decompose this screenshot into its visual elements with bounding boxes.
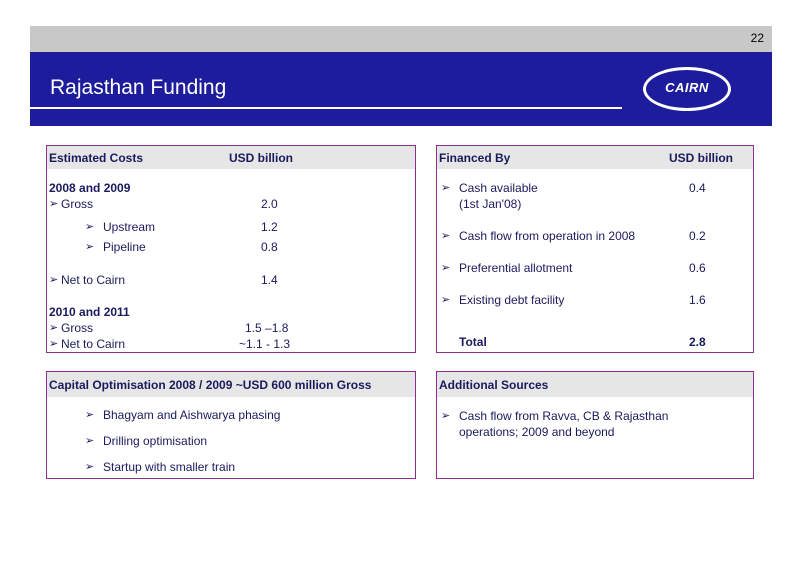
bullet-arrow-icon: ➢ [441,410,451,422]
estimated-costs-title: Estimated Costs [49,151,144,165]
net-2010-label: Net to Cairn [61,337,126,351]
title-underline [30,107,622,109]
capital-item: Startup with smaller train [103,460,236,474]
estimated-costs-panel [46,145,416,353]
gross-2010-value: 1.5 –1.8 [245,321,289,335]
bullet-arrow-icon: ➢ [441,182,451,194]
gross-2010-label: Gross [61,321,94,335]
financed-by-header [437,146,753,169]
bullet-arrow-icon: ➢ [441,262,451,274]
bullet-arrow-icon: ➢ [85,435,95,447]
total-value: 2.8 [689,335,706,349]
net-to-cairn-label: Net to Cairn [61,273,126,287]
bullet-arrow-icon: ➢ [49,198,59,210]
bullet-arrow-icon: ➢ [441,230,451,242]
period-2008-2009: 2008 and 2009 [49,181,131,195]
additional-line-2: operations; 2009 and beyond [459,425,615,439]
page-title: Rajasthan Funding [50,76,227,99]
total-label: Total [459,335,487,349]
gross-value: 2.0 [261,197,278,211]
pipeline-label: Pipeline [103,240,146,254]
bullet-arrow-icon: ➢ [85,221,95,233]
page-number: 22 [750,31,764,45]
upstream-value: 1.2 [261,220,278,234]
estimated-costs-header [47,146,415,169]
additional-line-1: Cash flow from Ravva, CB & Rajasthan [459,409,669,423]
capital-optimisation-header [47,372,415,397]
bullet-arrow-icon: ➢ [441,294,451,306]
finance-item-label: Preferential allotment [459,261,573,275]
finance-item-label: Cash available [459,181,538,195]
bullet-arrow-icon: ➢ [49,338,59,350]
estimated-costs-unit: USD billion [229,151,293,165]
logo-text: CAIRN [665,80,709,95]
capital-optimisation-panel [46,371,416,479]
additional-sources-title: Additional Sources [439,378,549,392]
finance-item-label: Existing debt facility [459,293,565,307]
financed-by-panel [436,145,754,353]
net-2010-value: ~1.1 - 1.3 [239,337,291,351]
finance-item-value: 0.4 [689,181,706,195]
finance-item-sub: (1st Jan'08) [459,197,522,211]
capital-optimisation-title: Capital Optimisation 2008 / 2009 ~USD 600 million Gross [49,378,372,392]
capital-item: Drilling optimisation [103,434,208,448]
bullet-arrow-icon: ➢ [85,461,95,473]
net-to-cairn-value: 1.4 [261,273,278,287]
bullet-arrow-icon: ➢ [85,241,95,253]
finance-item-value: 0.6 [689,261,706,275]
bullet-arrow-icon: ➢ [49,274,59,286]
bullet-arrow-icon: ➢ [49,322,59,334]
finance-item-label: Cash flow from operation in 2008 [459,229,636,243]
finance-item-value: 1.6 [689,293,706,307]
financed-by-unit: USD billion [669,151,733,165]
additional-sources-panel [436,371,754,479]
upstream-label: Upstream [103,220,156,234]
capital-item: Bhagyam and Aishwarya phasing [103,408,281,422]
finance-item-value: 0.2 [689,229,706,243]
cairn-logo [643,67,731,111]
period-2010-2011: 2010 and 2011 [49,305,130,319]
pipeline-value: 0.8 [261,240,278,254]
bullet-arrow-icon: ➢ [85,409,95,421]
gross-label: Gross [61,197,94,211]
top-bar [30,26,772,52]
financed-by-title: Financed By [439,151,511,165]
additional-sources-header [437,372,753,397]
title-bar [30,52,772,126]
